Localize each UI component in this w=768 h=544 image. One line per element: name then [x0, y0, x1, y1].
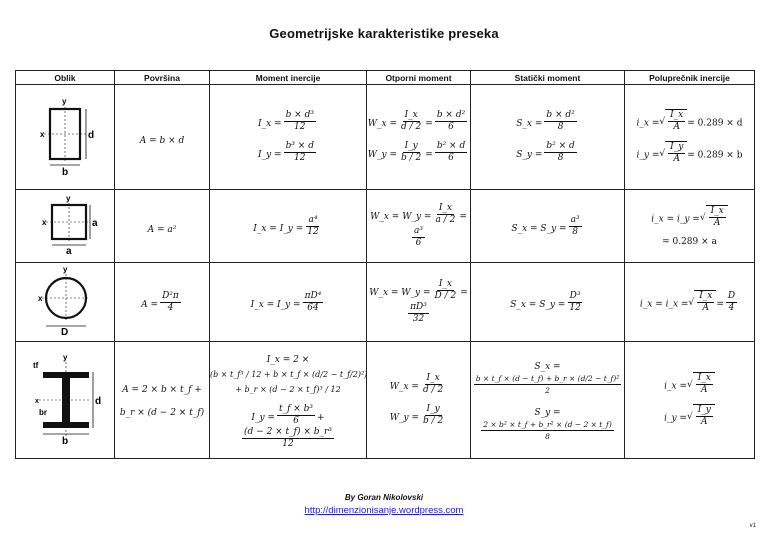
iy-ibeam-plus: +	[317, 412, 325, 423]
w-circle-frac1-num: I_x	[438, 279, 452, 289]
label-a-bottom: a	[66, 246, 72, 255]
row-square	[16, 190, 755, 263]
row-rectangle	[16, 85, 755, 190]
header-row	[16, 71, 755, 85]
ibeam-diagram	[25, 350, 105, 446]
sy-num: b² × d	[546, 141, 575, 151]
sy-den: 8	[557, 153, 564, 163]
header-section-modulus: Otporni moment	[367, 71, 471, 85]
wx-ibeam-num: I_x	[426, 373, 440, 383]
i-square-den: 12	[307, 226, 319, 237]
area-ibeam-line2: b_r × (d − 2 × t_f)	[119, 408, 205, 418]
i-radius-circle-frac2-den: 4	[728, 302, 735, 313]
cell-shape-circle	[16, 263, 115, 342]
label-wy: W_y =	[367, 150, 398, 160]
properties-table	[15, 70, 755, 459]
iy-radius-den: A	[673, 154, 680, 164]
label-x: x	[42, 218, 47, 227]
ix-radius-ibeam-num: I_x	[697, 373, 711, 383]
rectangle-diagram	[30, 95, 100, 175]
w-circle-frac2-den: 32	[412, 314, 425, 324]
label-D: D	[61, 327, 69, 336]
label-w-circle: W_x = W_y =	[369, 288, 431, 298]
ix-numerator: b × d³	[285, 110, 314, 120]
s-square-den: 8	[572, 226, 578, 237]
cell-area-ibeam	[115, 342, 210, 459]
label-x: x	[38, 294, 43, 303]
label-tf: tf	[33, 361, 39, 370]
label-s-square: S_x = S_y =	[511, 223, 567, 234]
w-square-frac1-den: a / 2	[435, 215, 456, 225]
ix-ibeam-line3: + b_r × (d − 2 × t_f)³ / 12	[235, 384, 341, 394]
version-label: v1	[749, 523, 756, 529]
label-wx-ibeam: W_x =	[389, 382, 419, 392]
cell-inertia-ibeam	[210, 342, 367, 459]
i-radius-circle-num: I_x	[699, 291, 713, 301]
wx-frac2-num: b × d²	[436, 110, 466, 120]
square-diagram	[30, 193, 100, 255]
cell-gyration-circle: i_x = i_x =√ $\frac{I\_x}{A}$ = $\frac{D}{4}$	[625, 263, 755, 342]
i-circle-num: πD⁴	[304, 290, 322, 301]
w-square-frac2-den: 6	[415, 238, 422, 248]
cell-static-rectangle	[471, 85, 625, 190]
header-area: Površina	[115, 71, 210, 85]
ix-denominator: 12	[294, 122, 306, 132]
label-d: d	[95, 396, 102, 407]
header-moment-of-inertia: Moment inercije	[210, 71, 367, 85]
label-sy: S_y =	[516, 150, 543, 160]
iy-numerator: b³ × d	[285, 141, 314, 151]
s-square-num: a³	[570, 214, 580, 225]
ix-radius-den: A	[673, 122, 680, 132]
area-ibeam-line1: A = 2 × b × t_f +	[122, 385, 202, 395]
cell-shape-rectangle	[16, 85, 115, 190]
cell-gyration-ibeam: i_x =√ $\frac{I\_x}{A}$ i_y =√ $\frac{I\_y}{A}$	[625, 342, 755, 459]
label-wy-ibeam: W_y =	[389, 413, 419, 423]
label-w-square: W_x = W_y =	[370, 212, 432, 222]
ix-ibeam-lead: I_x = 2 ×	[266, 354, 310, 365]
label-y: y	[63, 265, 68, 274]
w-square-frac2-num: a³	[414, 226, 423, 236]
w-circle-frac2-num: πD³	[410, 302, 427, 312]
sy-ibeam-lead: S_y =	[534, 408, 561, 418]
iy-ibeam-frac1-den: 6	[293, 415, 299, 426]
i-radius-circle-den: A	[702, 303, 710, 313]
iy-radius-ibeam-den: A	[701, 417, 708, 427]
wy-ibeam-den: b / 2	[423, 416, 444, 426]
sy-ibeam-den: 8	[545, 432, 550, 441]
iy-denominator: 12	[294, 153, 306, 163]
label-i-square: I_x = I_y =	[253, 223, 304, 234]
sy-ibeam-num: 2 × b² × t_f + b_r² × (d − 2 × t_f)	[483, 420, 612, 429]
cell-area-circle	[115, 263, 210, 342]
circle-diagram	[30, 264, 100, 336]
cell-modulus-circle: W_x = W_y = $\frac{I\_x}{D / 2}$ = $\frac{\text{πD³}}{32}$	[367, 263, 471, 342]
label-iy-radius-ibeam: i_y =	[664, 413, 687, 424]
iy-ibeam-frac2-den: 12	[282, 438, 294, 449]
label-y: y	[63, 353, 68, 362]
cell-shape-ibeam	[16, 342, 115, 459]
i-radius-square-num: I_x	[710, 205, 724, 216]
document-title: Geometrijske karakteristike preseka	[269, 26, 499, 41]
sx-ibeam-lead: S_x =	[534, 362, 561, 372]
i-radius-square-den: A	[713, 217, 721, 228]
label-br: br	[39, 408, 47, 417]
cell-inertia-circle	[210, 263, 367, 342]
wx-frac1-num: I_x	[404, 110, 418, 120]
iy-ibeam-frac2-num: (d − 2 × t_f) × b_r³	[244, 426, 332, 437]
cell-area-square	[115, 190, 210, 263]
w-square-frac1-num: I_x	[438, 203, 452, 213]
s-circle-den: 12	[569, 302, 581, 313]
i-radius-circle-frac2-num: D	[727, 290, 736, 301]
label-i-radius-square: i_x = i_y =	[651, 214, 700, 224]
i-circle-den: 64	[307, 302, 319, 313]
wy-frac2-den: 6	[448, 153, 454, 163]
label-area-circle: A =	[141, 299, 159, 310]
label-ix-radius-ibeam: i_x =	[664, 381, 687, 392]
wx-frac2-den: 6	[448, 122, 454, 132]
header-static-moment: Statički moment	[471, 71, 625, 85]
cell-modulus-square: W_x = W_y = $\frac{I\_x}{a / 2}$ = $\frac{\text{a³}}{6}$	[367, 190, 471, 263]
iy-radius-approx: = 0.289 × b	[687, 150, 743, 161]
label-d: d	[88, 130, 95, 141]
label-b: b	[62, 436, 69, 446]
cell-static-square	[471, 190, 625, 263]
iy-radius-num: I_y	[670, 142, 684, 152]
cell-static-ibeam	[471, 342, 625, 459]
i-square-num: a⁴	[308, 214, 318, 225]
cell-area-rectangle	[115, 85, 210, 190]
row-circle	[16, 263, 755, 342]
cell-gyration-rectangle: i_x =√ $\frac{I\_x}{A}$ = 0.289 × d i_y =√ $\frac{I\_y}{A}$ = 0.289 × b	[625, 85, 755, 190]
wy-frac2-num: b² × d	[436, 141, 466, 151]
iy-ibeam-frac1-num: t_f × b³	[278, 403, 314, 414]
area-circle-num: D²π	[162, 290, 179, 301]
cell-shape-square	[16, 190, 115, 263]
cell-gyration-square: i_x = i_y =√ $\frac{I\_x}{A}$ = 0.289 × a	[625, 190, 755, 263]
label-iy: I_y =	[258, 150, 282, 160]
area-circle-den: 4	[167, 302, 174, 313]
header-shape: Oblik	[16, 71, 115, 85]
author-credit: By Goran Nikolovski	[344, 493, 424, 502]
label-i-circle: I_x = I_y =	[250, 299, 301, 310]
label-iy-radius: i_y =	[636, 150, 660, 161]
iy-radius-ibeam-num: I_y	[697, 405, 711, 415]
sx-ibeam-num: b × t_f × (d − t_f) + b_r × (d/2 − t_f)²	[475, 374, 620, 383]
cell-modulus-rectangle: W_x = $\frac{I\_x}{d / 2}$ = $\frac{\text{b × d²}}{6}$ W_y = $\frac{I\_y}{b / 2}$ = $\frac{\text{b² × d}}{6}$	[367, 85, 471, 190]
label-a-right: a	[92, 218, 98, 229]
label-i-radius-circle: i_x = i_x =	[639, 299, 689, 310]
cell-static-circle	[471, 263, 625, 342]
cell-modulus-ibeam	[367, 342, 471, 459]
ix-radius-num: I_x	[670, 110, 684, 120]
wx-ibeam-den: d / 2	[422, 385, 444, 395]
wx-frac1-den: d / 2	[401, 122, 422, 132]
website-link[interactable]: http://dimenzionisanje.wordpress.com	[304, 505, 464, 516]
label-sx: S_x =	[516, 119, 543, 129]
label-ix: I_x =	[258, 119, 282, 129]
s-circle-num: D³	[569, 290, 581, 301]
label-y: y	[62, 97, 67, 106]
label-ix-radius: i_x =	[636, 118, 660, 129]
wy-ibeam-num: I_y	[426, 404, 440, 414]
label-s-circle: S_x = S_y =	[510, 299, 566, 310]
wy-frac1-num: I_y	[404, 141, 418, 151]
row-ibeam	[16, 342, 755, 459]
label-wx: W_x =	[367, 119, 398, 129]
label-x: x	[35, 398, 39, 405]
w-circle-frac1-den: D / 2	[434, 291, 457, 301]
wy-frac1-den: b / 2	[401, 153, 422, 163]
ix-radius-ibeam-den: A	[701, 385, 708, 395]
i-radius-square-approx: = 0.289 × a	[662, 236, 717, 247]
sx-num: b × d²	[546, 110, 575, 120]
label-b: b	[62, 167, 69, 175]
cell-inertia-square	[210, 190, 367, 263]
label-y: y	[66, 194, 71, 203]
label-x: x	[40, 130, 45, 139]
ix-radius-approx: = 0.289 × d	[687, 118, 743, 129]
formula-area-square: A = a²	[147, 224, 177, 235]
square-outline	[52, 205, 86, 239]
cell-inertia-rectangle	[210, 85, 367, 190]
ix-ibeam-line2: (b × t_f³ / 12 + b × t_f × (d/2 − t_f/2)²)	[210, 369, 368, 379]
sx-den: 8	[557, 122, 564, 132]
header-radius-of-gyration: Poluprečnik inercije	[625, 71, 755, 85]
formula-area-rectangle: A = b × d	[139, 135, 185, 146]
iy-ibeam-lead: I_y =	[251, 412, 275, 423]
sx-ibeam-den: 2	[545, 386, 550, 395]
